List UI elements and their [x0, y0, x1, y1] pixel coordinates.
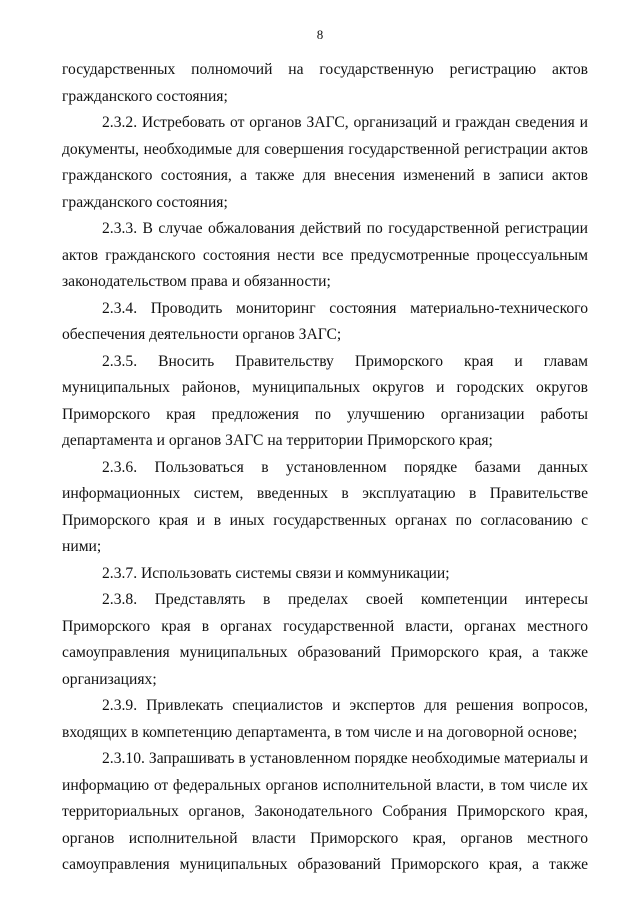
page-number: 8 — [316, 27, 324, 42]
paragraph-2-3-10: 2.3.10. Запрашивать в установленном порядке необходимые материалы и информацию от федеральных органов исполнительной власти, в том числе их территориальных органов, Законодательного Собрания Приморского края, органов исполнительной власти Приморского края, органов местного самоуправления муниципальных образований Приморского края, а также — [62, 750, 588, 873]
page-body — [62, 57, 588, 879]
paragraph-2-3-6: 2.3.6. Пользоваться в установленном порядке базами данных информационных систем, введенных в эксплуатацию в Правительстве Приморского края и в иных государственных органах по согласованию с ними; — [62, 458, 588, 555]
paragraph-2-3-3: 2.3.3. В случае обжалования действий по государственной регистрации актов гражданского состояния нести все предусмотренные процессуальным законодательством права и обязанности; — [62, 220, 588, 290]
paragraph-2-3-2: 2.3.2. Истребовать от органов ЗАГС, организаций и граждан сведения и документы, необходимые для совершения государственной регистрации актов гражданского состояния, а также для внесения изменений в записи актов гражданского состояния; — [62, 114, 588, 211]
paragraph-2-3-9: 2.3.9. Привлекать специалистов и экспертов для решения вопросов, входящих в компетенцию департамента, в том числе и на договорной основе; — [62, 697, 588, 741]
paragraph-2-3-8: 2.3.8. Представлять в пределах своей компетенции интересы Приморского края в органах государственной власти, органах местного самоуправления муниципальных образований Приморского края, а также организациях; — [62, 591, 588, 688]
paragraph-continuation: государственных полномочий на государственную регистрацию актов гражданского состояния; — [62, 61, 588, 105]
paragraph-2-3-7: 2.3.7. Использовать системы связи и коммуникации; — [102, 564, 450, 582]
paragraph-2-3-4: 2.3.4. Проводить мониторинг состояния материально-технического обеспечения деятельности органов ЗАГС; — [62, 299, 588, 343]
paragraph-2-3-5: 2.3.5. Вносить Правительству Приморского края и главам муниципальных районов, муниципальных округов и городских округов Приморского края предложения по улучшению организации работы департамента и органов ЗАГС на территории Приморского края; — [62, 352, 588, 449]
